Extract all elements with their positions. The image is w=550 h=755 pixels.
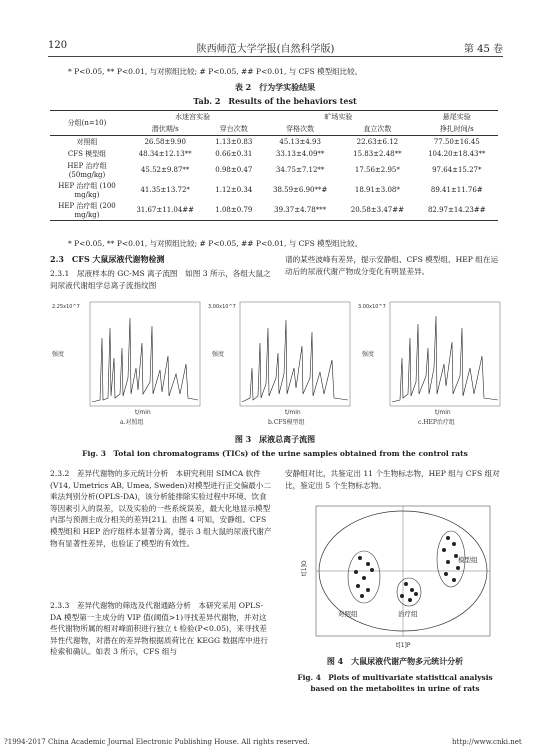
top-note: * P<0.05, ** P<0.01, 与对照组比较; # P<0.05, ## P<0.01, 与 CFS 模型组比较。 (68, 67, 363, 76)
sub-header: 潜伏期/s (124, 123, 206, 136)
sub-header: 穿台次数 (206, 123, 261, 136)
x-axis-label: t/min (285, 409, 301, 416)
para-232: 2.3.2 差异代谢物的多元统计分析 本研究利用 SIMCA 软件(V14, Umetrics AB, Umea, Sweden)对模型进行正交偏最小二乘法判别分析(OPLS-DA)，该分析能排除实验过程中环境、饮食等因素引入的误差，以及实验的一些系统误差，最大化地显示模型内部与预测主成分相关的差异[21]。由图 4 可知，安静组、CFS 模型组和 HEP 治疗组样本显著分离，提示 3 组大鼠的尿液代谢产物有显著性差异，也验证了模型的有效性。 (50, 469, 272, 548)
cell: 0.98±0.47 (215, 166, 253, 174)
cell: 17.56±2.95* (354, 166, 400, 174)
x-axis-label: t/min (435, 409, 451, 416)
y-max-label: 2.25x10^7 (52, 304, 80, 310)
fig3-caption-cn: 图 3 尿液总离子流图 (234, 434, 316, 444)
para-231-left: 2.3.1 尿液样本的 GC-MS 离子流图 如图 3 所示，各组大鼠之间尿液代谢组学总离子流指纹图 (50, 269, 271, 290)
cell: 15.83±2.48** (353, 150, 402, 158)
figure-3 (50, 298, 505, 426)
fig4-caption-en: Fig. 4 Plots of multivariate statistical analysis based on the metabolites in urine of rats (297, 673, 493, 693)
table-row (50, 148, 498, 160)
table2 (50, 110, 498, 221)
opls-da-plot (298, 500, 498, 650)
exp-header: 旷场实验 (261, 111, 415, 124)
control-group-points (354, 556, 374, 598)
cnki-link[interactable]: http://www.cnki.net (452, 738, 522, 746)
chromatogram-a (52, 302, 200, 426)
y-axis-label: 强度 (212, 351, 225, 358)
running-header (48, 40, 503, 55)
section-heading: 2.3 CFS 大鼠尿液代谢物检测 (50, 254, 165, 264)
sub-header: 挣扎时间/s (416, 123, 498, 136)
figure-4 (298, 500, 498, 650)
cell: 0.66±0.31 (215, 150, 253, 158)
journal-name: 陕西师范大学学报(自然科学版) (196, 44, 335, 55)
table2-title-en: Tab. 2 Results of the behaviors test (193, 96, 357, 106)
table-row (50, 180, 498, 200)
cell: 26.58±9.90 (144, 138, 186, 146)
cell: 1.13±0.83 (215, 138, 253, 146)
table2-note: * P<0.05, ** P<0.01, 与对照组比较; # P<0.05, ## P<0.01, 与 CFS 模型组比较。 (68, 239, 363, 248)
label-model: 模型组 (458, 556, 478, 564)
panel-label: b.CFS模型组 (268, 419, 305, 426)
cell: 45.13±4.93 (279, 138, 321, 146)
x-axis-label: t/min (135, 409, 151, 416)
label-treatment: 治疗组 (398, 610, 418, 618)
cell: 34.75±7.12** (275, 166, 325, 174)
cell: 45.52±9.87** (140, 166, 190, 174)
panel-label: a.对照组 (120, 419, 144, 426)
cell: 104.20±18.43** (428, 150, 486, 158)
y-axis-label: 强度 (52, 351, 65, 358)
exp-header: 悬尾实验 (416, 111, 498, 124)
y-max-label: 3.00x10^7 (358, 304, 386, 310)
sub-header: 穿格次数 (261, 123, 339, 136)
label-control: 对照组 (338, 610, 358, 618)
cell: 22.63±6.12 (356, 138, 399, 146)
para-233: 2.3.3 差异代谢物的筛选及代谢通路分析 本研究采用 OPLS-DA 模型第一主成分的 VIP 值(阈值>1)寻找差异代谢物，并对这些代谢物所属的相对峰面积进行独立 t 检验(P<0.05)，来寻找差异性代谢物，对潜在的差异物根据质荷比在 KEGG 数据库中进行检索和确认。如表 3 所示，CFS 组与 (50, 601, 269, 657)
cell: 18.91±3.08* (354, 186, 400, 194)
cell: 77.50±16.45 (433, 138, 480, 146)
table-row (50, 200, 498, 221)
fig4-caption-cn: 图 4 大鼠尿液代谢产物多元统计分析 (326, 656, 464, 666)
cell: 31.67±11.04## (124, 200, 206, 221)
cell: 41.35±13.72* (140, 186, 190, 194)
table2-title-cn: 表 2 行为学实验结果 (234, 82, 316, 92)
table-row (50, 160, 498, 180)
x-axis-label: t[1]P (396, 642, 411, 649)
header-rule (48, 56, 503, 57)
cell: 1.12±0.34 (215, 186, 253, 194)
chromatogram-c (358, 302, 500, 426)
row-group: HEP 治疗组 (200 mg/kg) (50, 200, 124, 221)
y-axis-label: 强度 (362, 351, 375, 358)
chromatogram-b (208, 302, 350, 426)
exp-header: 水迷宫实验 (124, 111, 261, 124)
table-row (50, 136, 498, 149)
cell: 89.41±11.76# (430, 186, 483, 194)
cell: 97.64±15.27* (432, 166, 482, 174)
para-right: 安静组对比，共鉴定出 11 个生物标志物，HEP 组与 CFS 组对比，鉴定出 5 个生物标志物。 (285, 469, 500, 490)
cell: 48.34±12.13** (138, 150, 192, 158)
cell: 38.59±6.90**# (272, 186, 328, 194)
row-group: HEP 治疗组 (50mg/kg) (67, 162, 107, 179)
treatment-group-points (400, 582, 418, 602)
fig3-caption-en: Fig. 3 Total ion chromatograms (TICs) of the urine samples obtained from the control rats (82, 449, 468, 458)
y-axis-label: t[1]O (301, 560, 308, 576)
group-header: 分组(n=10) (50, 111, 124, 136)
cell: 20.58±3.47## (339, 200, 415, 221)
cell: 82.97±14.23## (416, 200, 498, 221)
page-number: 120 (48, 40, 68, 51)
row-group: 对照组 (76, 138, 98, 146)
chromatogram-panels (50, 298, 505, 426)
sub-header: 直立次数 (339, 123, 415, 136)
y-max-label: 3.00x10^7 (208, 304, 236, 310)
row-group: HEP 治疗组 (100 mg/kg) (58, 182, 116, 199)
panel-label: c.HEP治疗组 (418, 419, 455, 426)
volume: 第 45 卷 (463, 44, 503, 55)
cell: 33.13±4.09** (275, 150, 325, 158)
copyright-footer: ?1994-2017 China Academic Journal Electronic Publishing House. All rights reserved. (4, 738, 310, 746)
cell: 1.08±0.79 (206, 200, 261, 221)
row-group: CFS 模型组 (67, 150, 107, 158)
cell: 39.37±4.78*** (261, 200, 339, 221)
para-231-right: 谱的某些波峰有差异，提示安静组、CFS 模型组、HEP 组在运动后的尿液代谢产物成分变化有明显差异。 (285, 255, 499, 276)
